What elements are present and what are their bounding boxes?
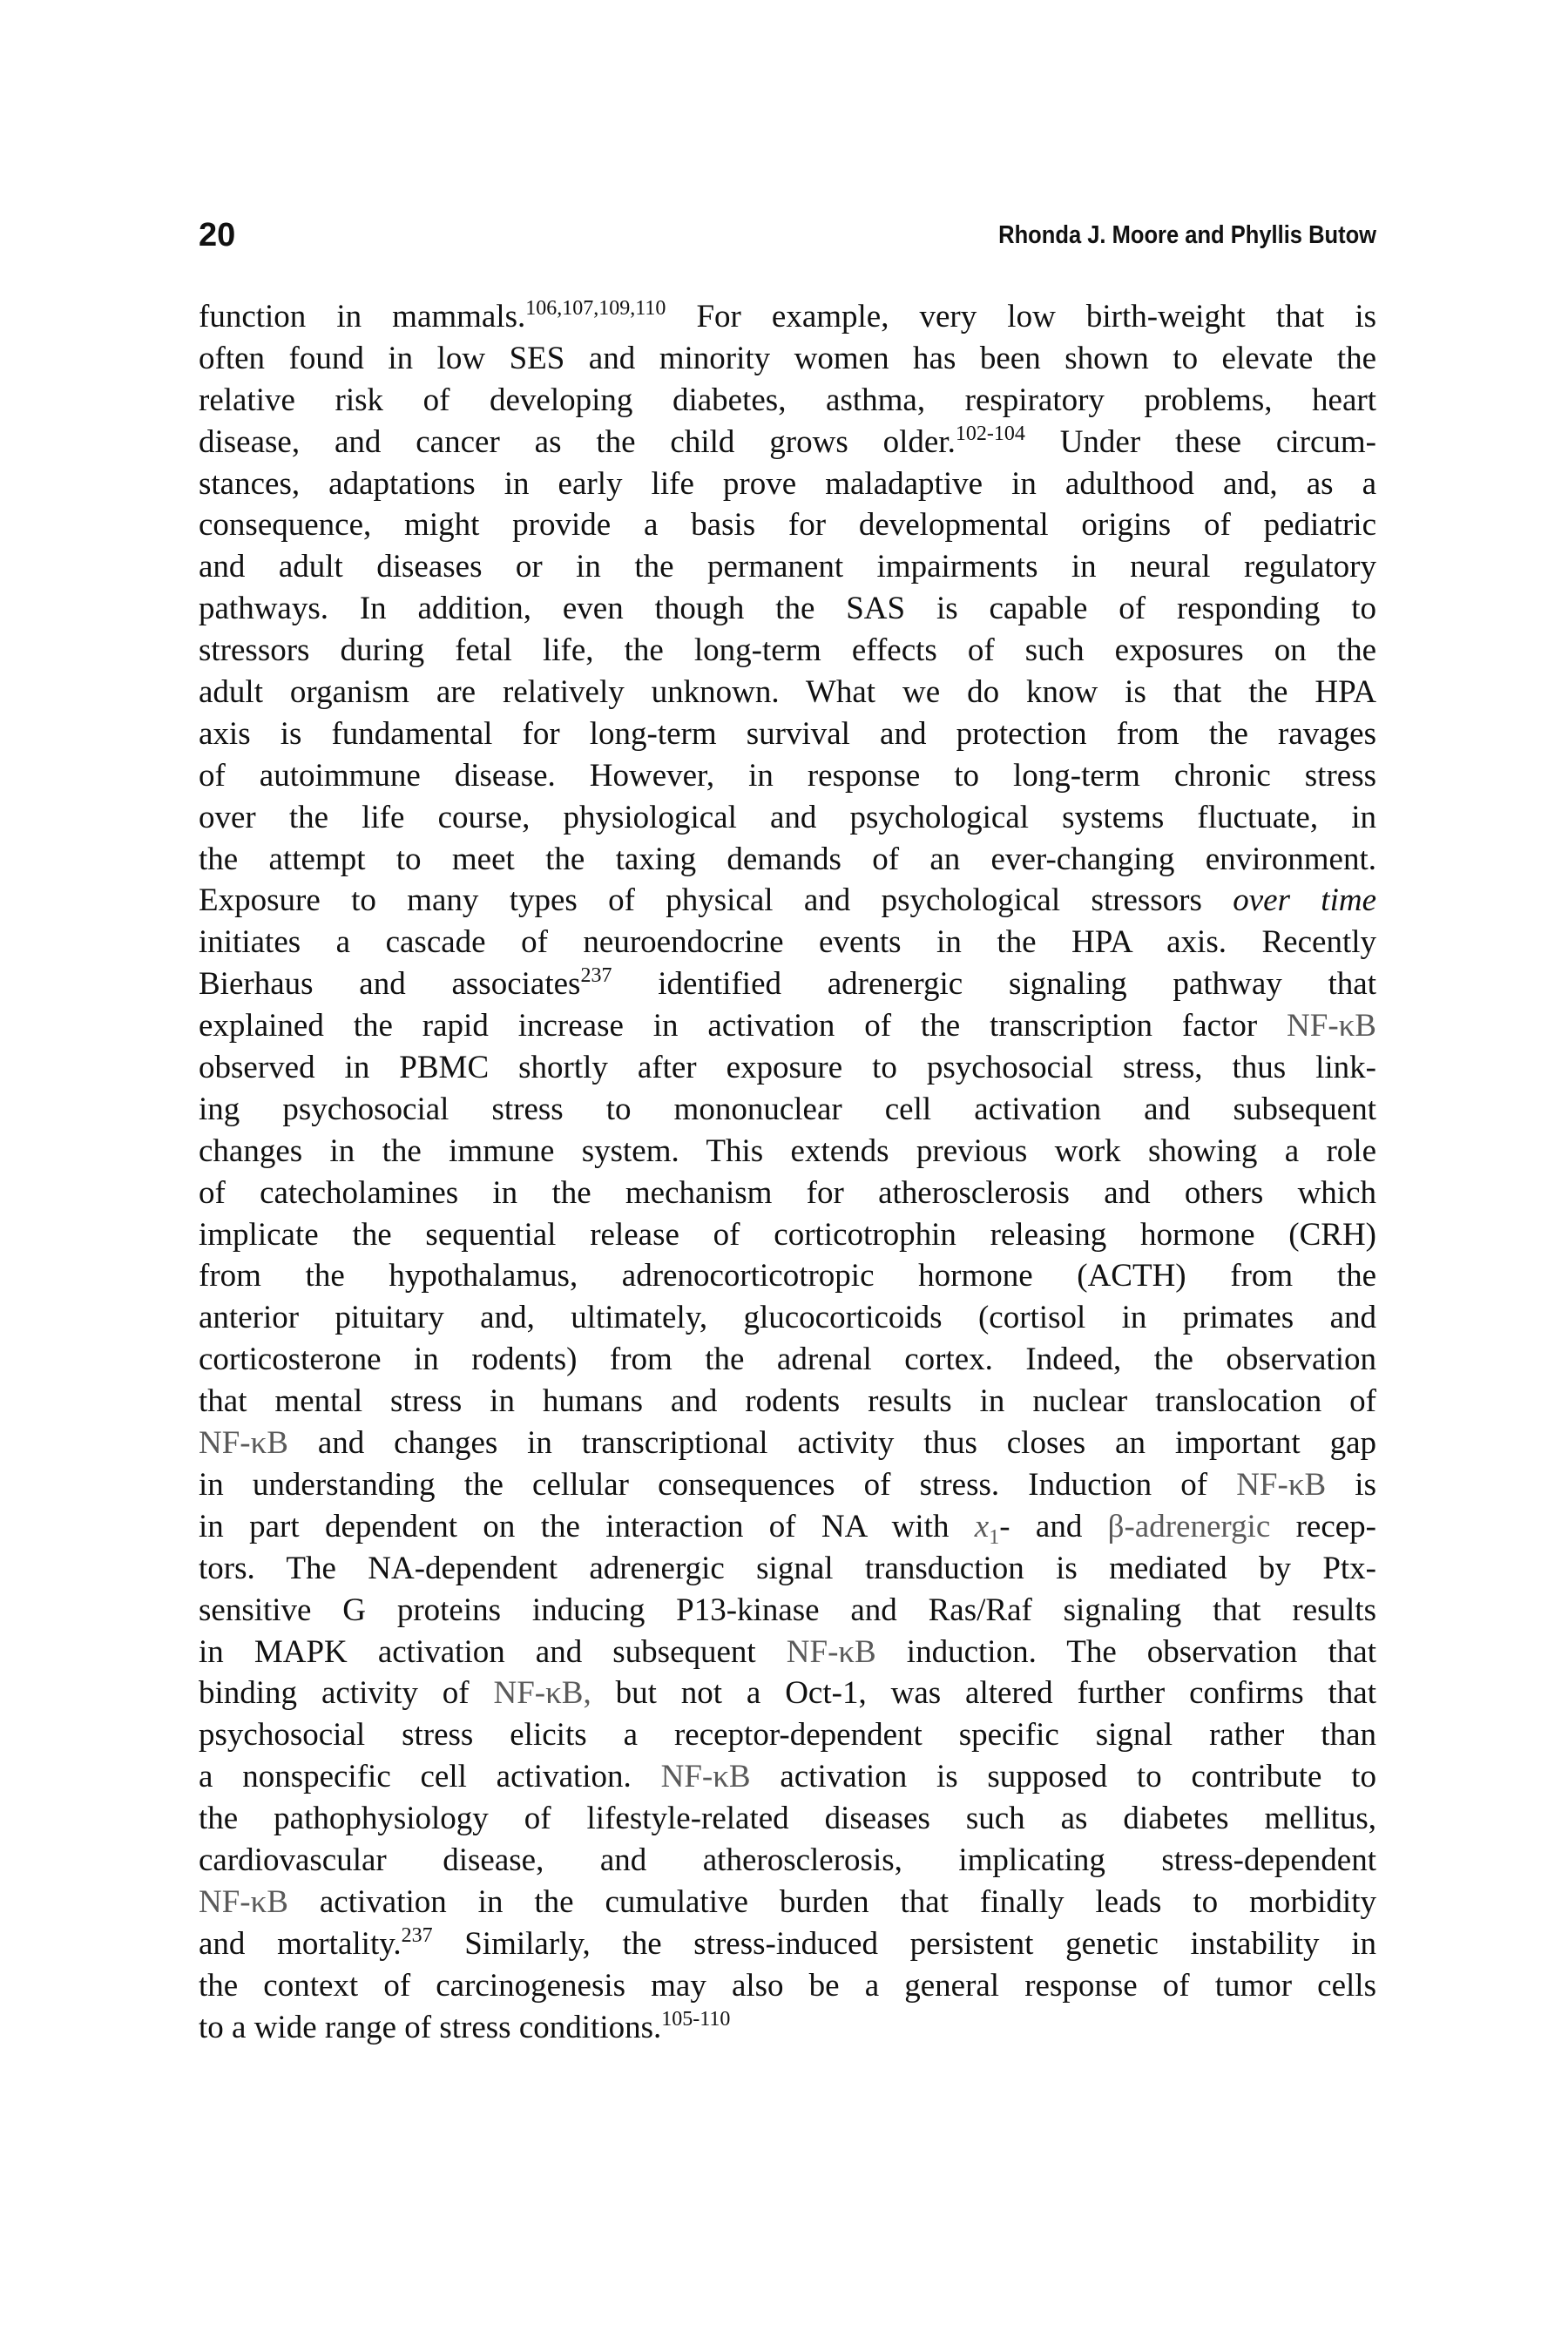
text-line: and mortality.$^{237}$ Similarly, the stress-induced persistent genetic instability in xyxy=(199,1923,1376,1962)
text-line: the context of carcinogenesis may also be a general response of tumor cells xyxy=(199,1967,1376,2004)
text-line: and adult diseases or in the permanent impairments in neural regulatory xyxy=(199,549,1376,585)
text-line: a nonspecific cell activation. NF-κB activation is supposed to contribute to xyxy=(199,1759,1376,1795)
text-line: corticosterone in rodents) from the adrenal cortex. Indeed, the observation xyxy=(199,1342,1376,1378)
text-line: tors. The NA-dependent adrenergic signal transduction is mediated by Ptx- xyxy=(199,1550,1376,1586)
citation-superscript: 237 xyxy=(401,1923,433,1947)
nfkb-term: NF-κB xyxy=(660,1759,751,1795)
text-line: in part dependent on the interaction of NA with $x_1-$ and β-adrenergic recep- xyxy=(199,1508,1376,1548)
text-line: adult organism are relatively unknown. What we do know is that the HPA xyxy=(199,674,1376,711)
running-head xyxy=(199,209,1376,261)
nfkb-term: NF-κB xyxy=(786,1633,876,1670)
nfkb-term: NF-κB xyxy=(199,1883,288,1920)
text-line: disease, and cancer as the child grows older.$^{102-104}$ Under these circum- xyxy=(199,422,1376,460)
text-line: function in mammals.$^{106,107,109,110}$ For example, very low birth-weight that is xyxy=(199,297,1376,335)
text-line: changes in the immune system. This extends previous work showing a role xyxy=(199,1132,1376,1169)
text-line: of catecholamines in the mechanism for atherosclerosis and others which xyxy=(199,1174,1376,1211)
text-line: the pathophysiology of lifestyle-related diseases such as diabetes mellitus, xyxy=(199,1801,1376,1837)
text-line: in understanding the cellular consequences of stress. Induction of NF-κB is xyxy=(199,1466,1376,1503)
text-line: in MAPK activation and subsequent NF-κB induction. The observation that xyxy=(199,1633,1376,1670)
alpha1-symbol: $x_1$ xyxy=(974,1508,1000,1548)
text-line: anterior pituitary and, ultimately, glucocorticoids (cortisol in primates and xyxy=(199,1300,1376,1336)
nfkb-term: NF-κB xyxy=(1236,1466,1327,1503)
running-title: Rhonda J. Moore and Phyllis Butow xyxy=(998,221,1376,249)
beta-adrenergic-term: β-adrenergic xyxy=(1107,1508,1271,1544)
text-line: Bierhaus and associates$^{237}$ identified adrenergic signaling pathway that xyxy=(199,964,1376,1003)
text-line: NF-κB and changes in transcriptional activity thus closes an important gap xyxy=(199,1425,1376,1462)
text-line: implicate the sequential release of corticotrophin releasing hormone (CRH) xyxy=(199,1216,1376,1253)
text-line: cardiovascular disease, and atherosclerosis, implicating stress-dependent xyxy=(199,1842,1376,1878)
italic-emphasis: over time xyxy=(1233,882,1376,919)
text-line: initiates a cascade of neuroendocrine events in the HPA axis. Recently xyxy=(199,924,1376,961)
citation-superscript: 102-104 xyxy=(955,422,1025,445)
nfkb-term: NF-κB xyxy=(199,1425,288,1462)
text-line: axis is fundamental for long-term survival and protection from the ravages xyxy=(199,715,1376,752)
text-line: from the hypothalamus, adrenocorticotropic hormone (ACTH) from the xyxy=(199,1258,1376,1294)
citation-superscript: 237 xyxy=(580,964,612,988)
body-paragraph xyxy=(199,296,1376,2048)
citation-superscript: 105-110 xyxy=(661,2007,731,2031)
text-line: of autoimmune disease. However, in response to long-term chronic stress xyxy=(199,757,1376,794)
text-line: psychosocial stress elicits a receptor-dependent specific signal rather than xyxy=(199,1717,1376,1754)
text-line: to a wide range of stress conditions.$^{105-110}$ xyxy=(199,2007,731,2045)
text-line: the attempt to meet the taxing demands of an ever-changing environment. xyxy=(199,841,1376,877)
text-line: relative risk of developing diabetes, asthma, respiratory problems, heart xyxy=(199,382,1376,418)
text-line: pathways. In addition, even though the SAS is capable of responding to xyxy=(199,591,1376,627)
text-line: over the life course, physiological and psychological systems fluctuate, in xyxy=(199,799,1376,835)
text-line: ing psychosocial stress to mononuclear cell activation and subsequent xyxy=(199,1091,1376,1127)
nfkb-term: NF-κB, xyxy=(493,1675,591,1712)
text-line: explained the rapid increase in activation of the transcription factor NF-κB xyxy=(199,1008,1376,1044)
text-line: binding activity of NF-κB, but not a Oct-1, was altered further confirms that xyxy=(199,1675,1376,1712)
text-line: stances, adaptations in early life prove maladaptive in adulthood and, as a xyxy=(199,465,1376,502)
citation-superscript: 106,107,109,110 xyxy=(525,297,666,320)
text-line: observed in PBMC shortly after exposure to psychosocial stress, thus link- xyxy=(199,1050,1376,1086)
text-line: sensitive G proteins inducing P13-kinase and Ras/Raf signaling that results xyxy=(199,1592,1376,1628)
page-number: 20 xyxy=(199,217,236,253)
text-line: that mental stress in humans and rodents results in nuclear translocation of xyxy=(199,1383,1376,1420)
text-line: Exposure to many types of physical and psychological stressors over time xyxy=(199,882,1376,919)
text-line: often found in low SES and minority women has been shown to elevate the xyxy=(199,340,1376,376)
text-line: stressors during fetal life, the long-term effects of such exposures on the xyxy=(199,632,1376,669)
text-line: NF-κB activation in the cumulative burden that finally leads to morbidity xyxy=(199,1883,1376,1920)
nfkb-term: NF-κB xyxy=(1287,1008,1376,1044)
text-line: consequence, might provide a basis for developmental origins of pediatric xyxy=(199,507,1376,544)
